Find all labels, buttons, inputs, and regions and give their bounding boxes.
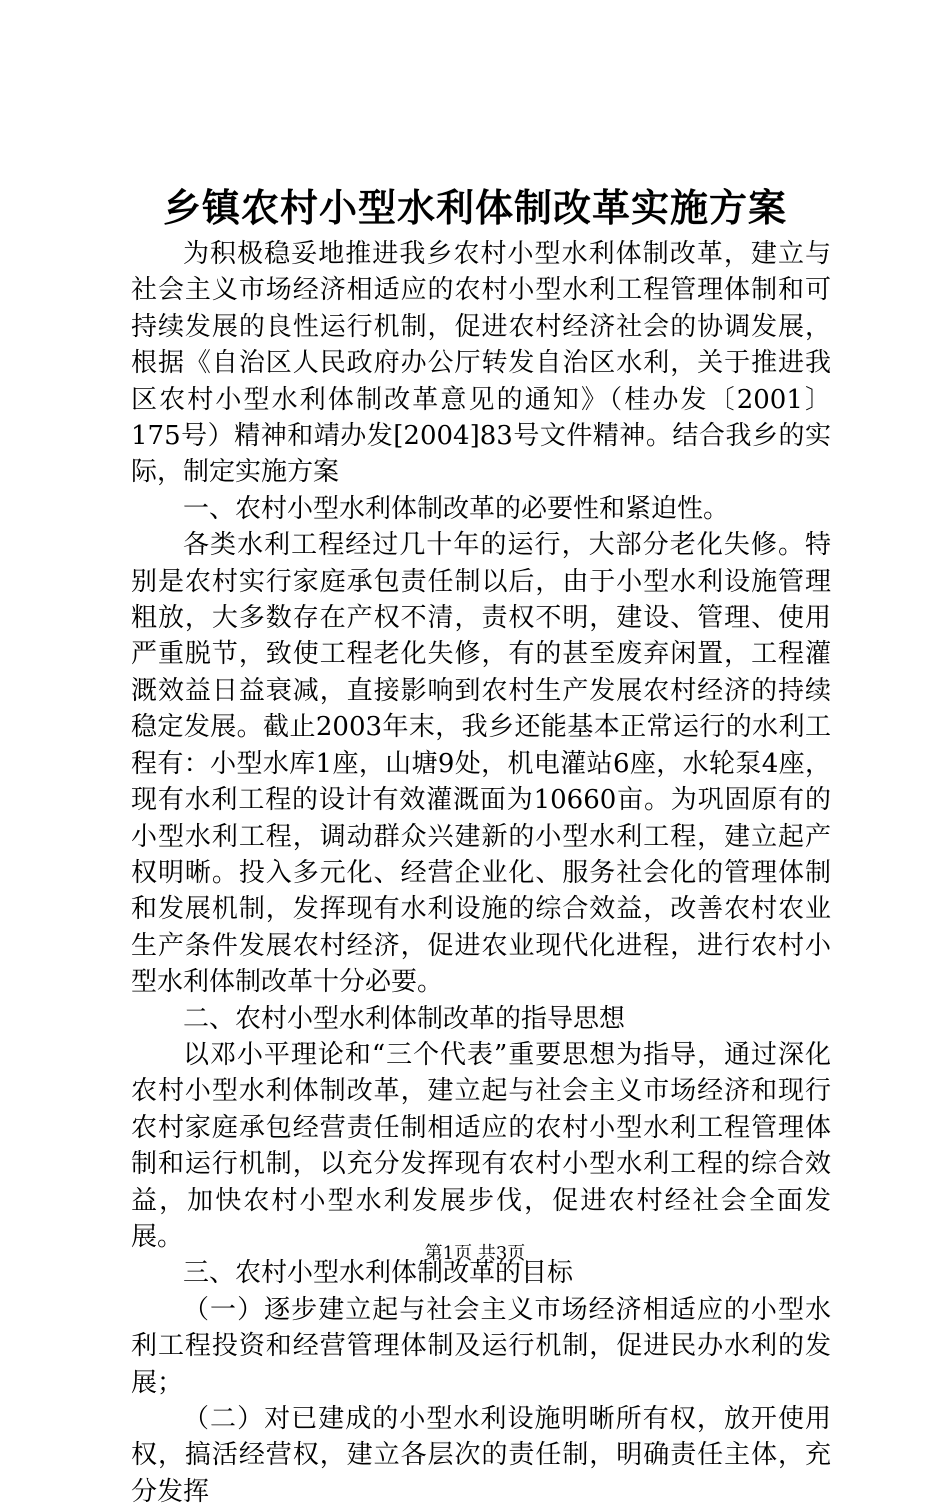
section-2-paragraph: 以邓小平理论和“三个代表”重要思想为指导，通过深化农村小型水利体制改革，建立起与社会主义市场经济和现行农村家庭承包经营责任制相适应的农村小型水利工程管理体制和运行机制，以充分发挥现有农村小型水利工程的综合效益，加快农村小型水利发展步伐，促进农村经社会全面发展。 xyxy=(131,1039,831,1252)
page-footer: 第1页 共3页 xyxy=(424,1243,526,1264)
document-body xyxy=(131,236,831,1510)
section-1-paragraph: 各类水利工程经过几十年的运行，大部分老化失修。特别是农村实行家庭承包责任制以后，由于小型水利设施管理粗放，大多数存在产权不清，责权不明，建设、管理、使用严重脱节，致使工程老化失修，有的甚至废弃闲置，工程灌溉效益日益衰减，直接影响到农村生产发展农村经济的持续稳定发展。截止2003年末，我乡还能基本正常运行的水利工程有：小型水库1座，山塘9处，机电灌站6座，水轮泵4座，现有水利工程的设计有效灌溉面为10660亩。为巩固原有的小型水利工程，调动群众兴建新的小型水利工程，建立起产权明晰。投入多元化、经营企业化、服务社会化的管理体制和发展机制，发挥现有水利设施的综合效益，改善农村农业生产条件发展农村经济，促进农业现代化进程，进行农村小型水利体制改革十分必要。 xyxy=(131,530,831,998)
goal-item-1: （一）逐步建立起与社会主义市场经济相适应的小型水利工程投资和经营管理体制及运行机制，促进民办水利的发展； xyxy=(131,1294,831,1398)
goal-item-2: （二）对已建成的小型水利设施明晰所有权，放开使用权，搞活经营权，建立各层次的责任制，明确责任主体，充分发挥 xyxy=(131,1404,831,1507)
section-heading-2: 二、农村小型水利体制改革的指导思想 xyxy=(183,1003,626,1034)
document-title: 乡镇农村小型水利体制改革实施方案 xyxy=(162,185,787,230)
section-heading-1: 一、农村小型水利体制改革的必要性和紧迫性。 xyxy=(183,493,730,524)
intro-paragraph: 为积极稳妥地推进我乡农村小型水利体制改革，建立与社会主义市场经济相适应的农村小型水利工程管理体制和可持续发展的良性运行机制，促进农村经济社会的协调发展，根据《自治区人民政府办公厅转发自治区水利，关于推进我区农村小型水利体制改革意见的通知》（桂办发〔2001〕175号）精神和靖办发[2004]83号文件精神。结合我乡的实际，制定实施方案 xyxy=(131,239,831,488)
section-heading-3: 三、农村小型水利体制改革的目标 xyxy=(183,1258,574,1289)
